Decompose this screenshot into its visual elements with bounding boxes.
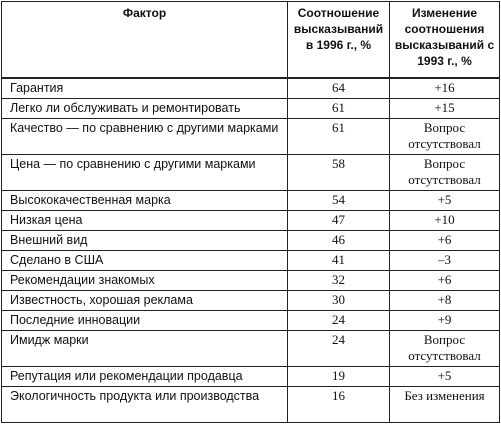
cell-factor: Высококачественная марка (2, 191, 288, 211)
table-row (2, 331, 500, 367)
cell-factor: Качество — по сравнению с другими марками (2, 119, 288, 155)
cell-share-1996: 58 (288, 155, 390, 191)
cell-share-1996: 24 (288, 311, 390, 331)
cell-share-1996: 64 (288, 78, 390, 99)
cell-change-since-1993: –3 (390, 251, 500, 271)
cell-share-1996: 46 (288, 231, 390, 251)
cell-share-1996: 16 (288, 387, 390, 423)
cell-factor: Сделано в США (2, 251, 288, 271)
cell-factor: Легко ли обслуживать и ремонтировать (2, 99, 288, 119)
header-factor: Фактор (2, 2, 288, 79)
cell-change-since-1993: +10 (390, 211, 500, 231)
cell-factor: Низкая цена (2, 211, 288, 231)
cell-factor: Последние инновации (2, 311, 288, 331)
cell-share-1996: 30 (288, 291, 390, 311)
table-row (2, 271, 500, 291)
factors-table (1, 1, 500, 423)
cell-share-1996: 24 (288, 331, 390, 367)
table-row (2, 251, 500, 271)
table-row (2, 211, 500, 231)
cell-share-1996: 61 (288, 119, 390, 155)
cell-share-1996: 61 (288, 99, 390, 119)
header-change-since-1993: Изменение соотношения высказываний с 1993 г., % (390, 2, 500, 79)
cell-share-1996: 32 (288, 271, 390, 291)
table-row (2, 367, 500, 387)
cell-change-since-1993: +15 (390, 99, 500, 119)
cell-factor: Имидж марки (2, 331, 288, 367)
header-share-1996: Соотношение высказываний в 1996 г., % (288, 2, 390, 79)
cell-change-since-1993: +6 (390, 271, 500, 291)
cell-factor: Экологичность продукта или производства (2, 387, 288, 423)
cell-change-since-1993: Вопрос отсутствовал (390, 331, 500, 367)
table-row (2, 231, 500, 251)
cell-change-since-1993: Без изменения (390, 387, 500, 423)
cell-change-since-1993: Вопрос отсутствовал (390, 155, 500, 191)
cell-factor: Внешний вид (2, 231, 288, 251)
cell-change-since-1993: +9 (390, 311, 500, 331)
cell-change-since-1993: Вопрос отсутствовал (390, 119, 500, 155)
table-row (2, 311, 500, 331)
table-body (2, 78, 500, 423)
cell-change-since-1993: +5 (390, 367, 500, 387)
cell-factor: Цена — по сравнению с другими марками (2, 155, 288, 191)
table-row (2, 191, 500, 211)
table-header (2, 2, 500, 79)
table-row (2, 291, 500, 311)
cell-change-since-1993: +5 (390, 191, 500, 211)
cell-change-since-1993: +6 (390, 231, 500, 251)
table-row (2, 119, 500, 155)
cell-change-since-1993: +8 (390, 291, 500, 311)
table-row (2, 78, 500, 99)
cell-share-1996: 47 (288, 211, 390, 231)
cell-share-1996: 54 (288, 191, 390, 211)
cell-factor: Репутация или рекомендации продавца (2, 367, 288, 387)
table-row (2, 99, 500, 119)
cell-factor: Рекомендации знакомых (2, 271, 288, 291)
cell-factor: Гарантия (2, 78, 288, 99)
header-row (2, 2, 500, 79)
cell-share-1996: 19 (288, 367, 390, 387)
cell-change-since-1993: +16 (390, 78, 500, 99)
cell-share-1996: 41 (288, 251, 390, 271)
table-row (2, 155, 500, 191)
table-row (2, 387, 500, 423)
cell-factor: Известность, хорошая реклама (2, 291, 288, 311)
